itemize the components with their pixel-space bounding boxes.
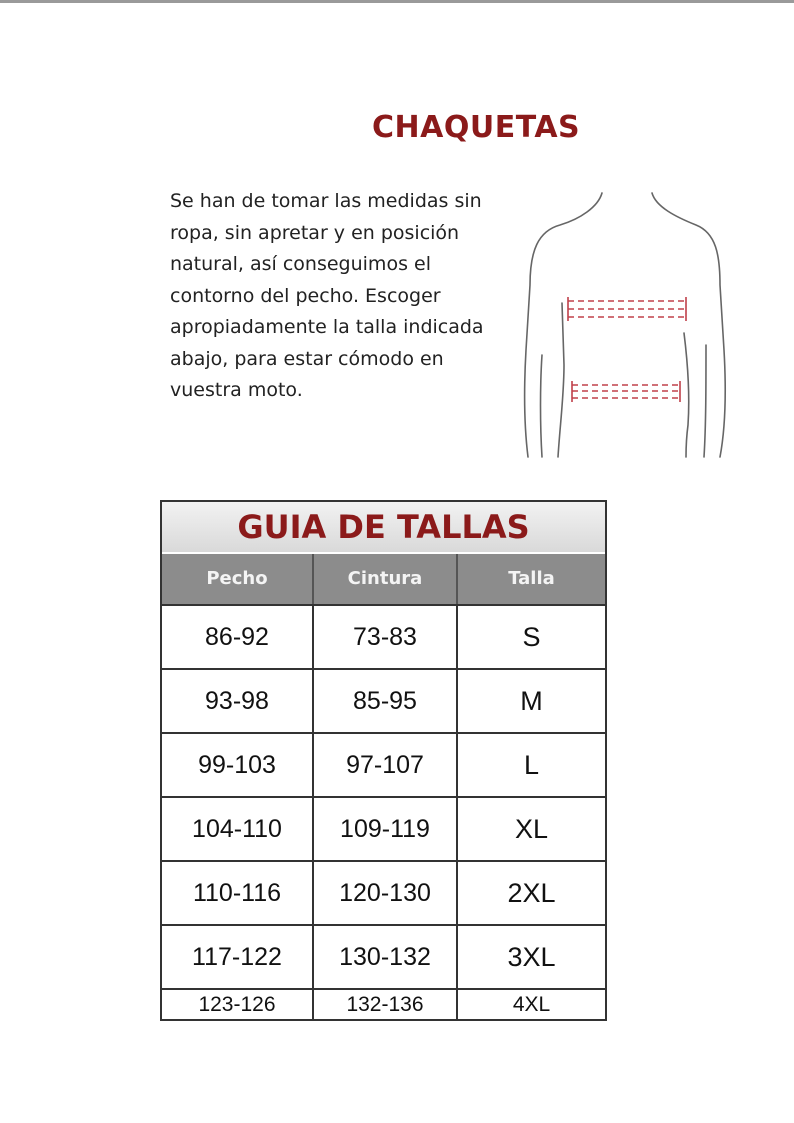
table-row [162,604,605,668]
size-guide-table [160,500,607,1021]
cell-cintura: 120-130 [339,878,431,907]
cell-cintura: 109-119 [340,814,430,843]
right-arm-inner [704,345,706,457]
cell-pecho: 110-116 [192,878,282,907]
size-guide-body [162,604,605,1019]
top-border [0,0,794,3]
left-arm-inner [541,355,543,457]
table-row [162,860,605,924]
cell-pecho: 93-98 [205,686,269,715]
cell-talla: S [522,621,541,652]
right-torso-outline [684,333,689,457]
section-title: CHAQUETAS [372,110,581,145]
cell-cintura: 85-95 [353,686,417,715]
cell-cintura: 132-136 [346,992,424,1016]
table-row [162,924,605,988]
cell-pecho: 123-126 [198,992,276,1016]
cell-talla: 2XL [507,877,556,908]
cell-pecho: 99-103 [198,750,276,779]
torso-measurement-illustration [520,185,735,460]
cell-talla: M [520,685,543,716]
size-guide-title: GUIA DE TALLAS [162,502,605,552]
header-pecho: Pecho [206,568,268,589]
cell-talla: L [523,749,540,780]
left-torso-outline [558,303,564,457]
size-guide-header-row [162,554,605,604]
table-row [162,732,605,796]
cell-cintura: 73-83 [353,622,417,651]
cell-pecho: 117-122 [192,942,282,971]
table-row [162,796,605,860]
table-row [162,668,605,732]
cell-pecho: 104-110 [192,814,282,843]
header-talla: Talla [508,568,555,589]
cell-cintura: 130-132 [339,942,431,971]
header-cintura: Cintura [347,568,423,589]
measurement-instructions: Se han de tomar las medidas sin ropa, sin apretar y en posición natural, así conseguimos el contorno del pecho. Escoger apropiadamente la talla indicada abajo, para estar cómodo en vuestra moto. [170,190,484,401]
table-row [162,988,605,1019]
cell-talla: XL [514,813,549,844]
cell-talla: 4XL [512,992,551,1016]
cell-pecho: 86-92 [205,622,269,651]
cell-talla: 3XL [507,941,556,972]
cell-cintura: 97-107 [346,750,424,779]
